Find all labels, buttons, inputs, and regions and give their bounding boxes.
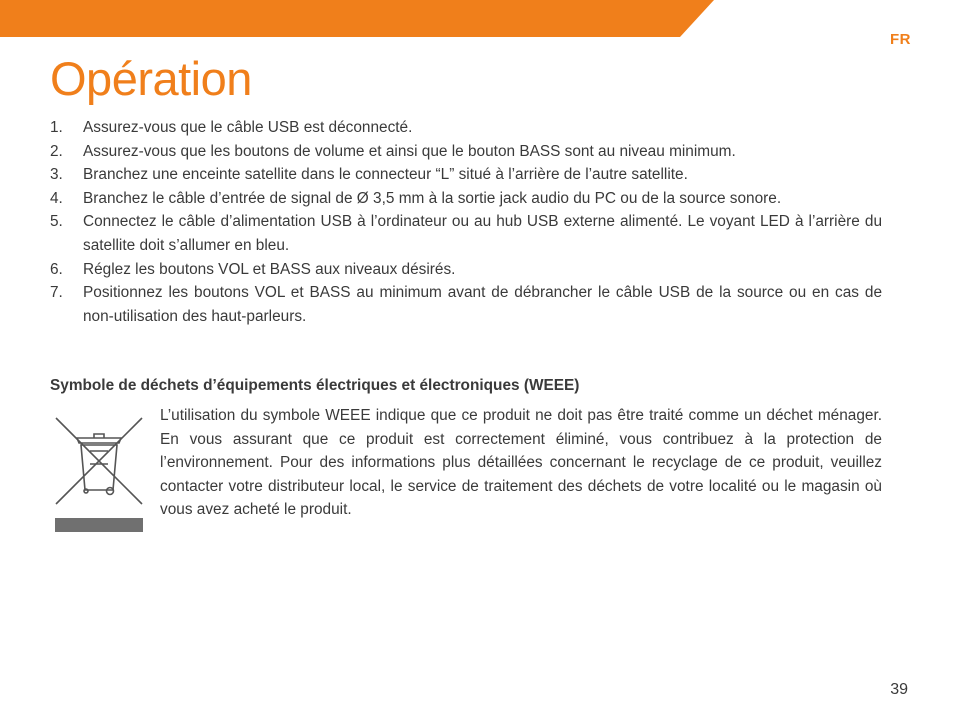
step-text: Assurez-vous que le câble USB est déconnecté. (83, 119, 413, 136)
step-number: 1. (50, 119, 63, 136)
step-text: Connectez le câble d’alimentation USB à l’ordinateur ou au hub USB externe alimenté. Le voyant LED à l’arrière du satellite doit s’allumer en bleu. (83, 213, 882, 254)
weee-heading: Symbole de déchets d’équipements électriques et électroniques (WEEE) (50, 377, 580, 394)
list-item (50, 281, 882, 328)
step-text: Positionnez les boutons VOL et BASS au minimum avant de débrancher le câble USB de la source ou en cas de non-utilisation des haut-parleurs. (83, 284, 882, 325)
crossed-out-wheelie-bin-icon (52, 414, 146, 536)
step-number: 2. (50, 142, 63, 160)
language-tag: FR (890, 31, 911, 48)
list-item (50, 140, 882, 164)
list-item (50, 163, 882, 187)
list-item (50, 116, 882, 140)
page-title: Opération (50, 52, 252, 105)
step-number: 3. (50, 166, 63, 184)
step-number: 4. (50, 189, 63, 207)
page-number: 39 (890, 681, 908, 698)
list-item (50, 258, 882, 282)
step-text: Branchez une enceinte satellite dans le connecteur “L” situé à l’arrière de l’autre satellite. (83, 166, 688, 184)
list-item (50, 187, 882, 211)
step-text: Branchez le câble d’entrée de signal de Ø 3,5 mm à la sortie jack audio du PC ou de la source sonore. (83, 189, 782, 207)
step-number: 5. (50, 213, 63, 231)
steps-list (50, 116, 882, 328)
step-text: Assurez-vous que les boutons de volume et ainsi que le bouton BASS sont au niveau minimum. (83, 142, 736, 160)
step-number: 6. (50, 260, 63, 278)
header-accent-band (0, 0, 954, 40)
list-item (50, 210, 882, 257)
weee-description: L’utilisation du symbole WEEE indique que ce produit ne doit pas être traité comme un déchet ménager. En vous assurant que ce produit est correctement éliminé, vous contribuez à la protection de l’environnement. Pour des informations plus détaillées concernant le recyclage de ce produit, veuillez contacter votre distributeur local, le service de traitement des déchets de votre localité ou le magasin où vous avez acheté le produit. (160, 407, 882, 519)
step-text: Réglez les boutons VOL et BASS aux niveaux désirés. (83, 260, 456, 278)
step-number: 7. (50, 284, 63, 302)
